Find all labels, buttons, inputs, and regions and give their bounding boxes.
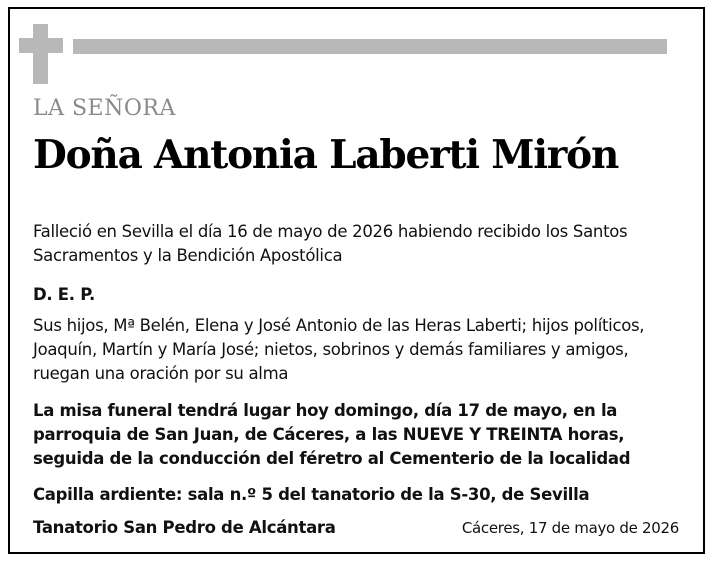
- deceased-name: Doña Antonia Laberti Mirón: [33, 132, 619, 178]
- notice-frame: [8, 7, 705, 554]
- title-label: LA SEÑORA: [33, 96, 176, 121]
- funeral-mass-paragraph: La misa funeral tendrá lugar hoy domingo, día 17 de mayo, en la parroquia de San Juan, de Cáceres, a las NUEVE Y TREINTA horas, seguida de la conducción del féretro al Cementerio de la localidad: [33, 401, 631, 468]
- cross-vertical-bar: [33, 24, 48, 84]
- rip-text: D. E. P.: [33, 285, 95, 304]
- place-date: Cáceres, 17 de mayo de 2026: [461, 519, 679, 537]
- chapel-info: Capilla ardiente: sala n.º 5 del tanatorio de la S-30, de Sevilla: [33, 485, 590, 504]
- cross-horizontal-bar: [19, 38, 63, 53]
- header-rule: [73, 39, 667, 54]
- family-paragraph: Sus hijos, Mª Belén, Elena y José Antonio de las Heras Laberti; hijos políticos, Joaquín, Martín y María José; nietos, sobrinos y demás familiares y amigos, ruegan una oración por su alma: [33, 316, 645, 383]
- death-announcement: Falleció en Sevilla el día 16 de mayo de 2026 habiendo recibido los Santos Sacramentos y la Bendición Apostólica: [33, 222, 628, 265]
- funeral-home: Tanatorio San Pedro de Alcántara: [33, 518, 336, 537]
